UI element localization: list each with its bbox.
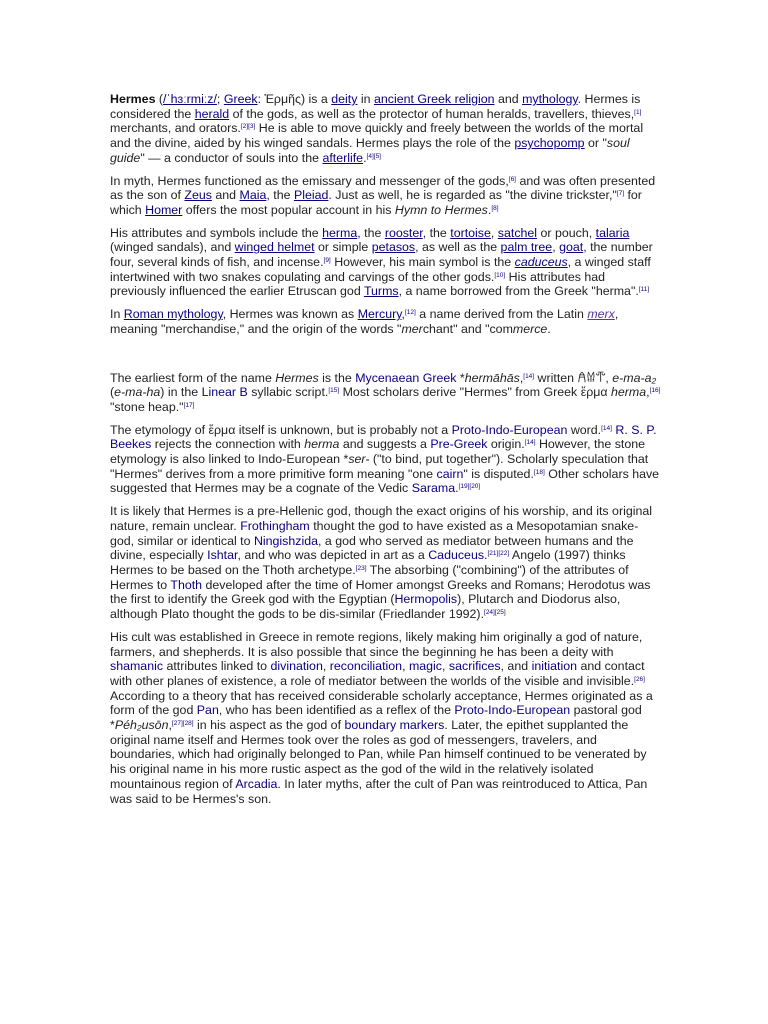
link-satchel[interactable]: satchel	[497, 225, 538, 240]
link-sarama[interactable]: Sarama	[411, 481, 456, 496]
link-caduceus[interactable]: caduceus	[514, 255, 568, 270]
link-proto-indo-european-2[interactable]: Proto-Indo-European	[454, 703, 571, 718]
link-cairn[interactable]: cairn	[436, 466, 464, 481]
citation[interactable]: [10]	[494, 271, 506, 279]
paragraph-etymology-2: The etymology of ἕρμα itself is unknown, but is probably not a Proto-Indo-European word.[14] R. S. P. Beekes rejects the connection with herma and suggests a Pre-Greek origin.[14] However, the stone etymology is also linked to Indo-European *ser- ("to bind, put together"). Scholarly speculation that "Hermes" derives from a more primitive form meaning "one cairn" is disputed.[18] Other scholars have suggested that Hermes may be a cognate of the Vedic Sarama.[19][20]	[110, 422, 660, 496]
link-goat[interactable]: goat	[559, 240, 584, 255]
citation[interactable]: [18]	[533, 468, 545, 476]
link-mycenaean-greek[interactable]: Mycenaean Greek	[355, 370, 457, 385]
link-zeus[interactable]: Zeus	[184, 188, 212, 203]
link-arcadia[interactable]: Arcadia	[235, 776, 278, 791]
link-caduceus-2[interactable]: Caduceus	[428, 548, 485, 563]
paragraph-myth: In myth, Hermes functioned as the emissary and messenger of the gods,[6] and was often presented as the son of Zeus and Maia, the Pleiad. Just as well, he is regarded as "the divine trickster,"[7] for which Homer offers the most popular account in his Hymn to Hermes.[8]	[110, 173, 656, 217]
citation[interactable]: [21][22]	[487, 550, 510, 558]
link-homer[interactable]: Homer	[145, 202, 183, 217]
link-maia[interactable]: Maia	[239, 188, 267, 203]
citation[interactable]: [14]	[523, 372, 535, 380]
citation[interactable]: [16]	[649, 387, 661, 395]
link-magic[interactable]: magic	[408, 659, 443, 674]
link-beekes[interactable]: R. S. P. Beekes	[110, 422, 657, 452]
link-linear-b[interactable]: Linear B	[201, 385, 248, 400]
paragraph-roman: In Roman mythology, Hermes was known as Mercury,[12] a name derived from the Latin merx, meaning "merchandise," and the origin of the words "merchant" and "commerce.	[110, 307, 619, 336]
citation[interactable]: [6]	[508, 175, 516, 183]
citation[interactable]: [15]	[328, 387, 340, 395]
citation[interactable]: [24][25]	[484, 609, 506, 617]
citation[interactable]: [8]	[491, 204, 499, 212]
link-ningishzida[interactable]: Ningishzida	[253, 533, 318, 548]
citation[interactable]: [1]	[634, 108, 642, 116]
link-pleiad[interactable]: Pleiad	[293, 188, 329, 203]
link-deity[interactable]: deity	[331, 92, 358, 106]
citation[interactable]: [11]	[638, 286, 650, 294]
citation[interactable]: [23]	[355, 564, 367, 572]
link-pronunciation[interactable]: /ˈhɜːrmiːz/	[163, 92, 217, 106]
link-shamanic[interactable]: shamanic	[110, 659, 164, 674]
link-roman-mythology[interactable]: Roman mythology	[123, 307, 223, 322]
link-thoth[interactable]: Thoth	[170, 577, 203, 592]
link-afterlife[interactable]: afterlife	[322, 150, 364, 165]
link-rooster[interactable]: rooster	[384, 225, 423, 240]
link-pre-greek[interactable]: Pre-Greek	[430, 437, 488, 452]
link-herald[interactable]: herald	[194, 106, 230, 121]
paragraph-intro: Hermes (/ˈhɜːrmiːz/; Greek: Ἑρμῆς) is a deity in ancient Greek religion and mythology. Hermes is considered the herald of the gods, as well as the protector of human heralds, travellers, thieves,[1] merchants, and orators.[2][3] He is able to move quickly and freely between the worlds of the mortal and the divine, aided by his winged sandals. Hermes plays the role of the psychopomp or "soul guide" — a conductor of souls into the afterlife.[4][5]	[110, 92, 644, 165]
citation[interactable]: [19][20]	[458, 483, 481, 491]
link-mythology[interactable]: mythology	[522, 92, 578, 106]
citation[interactable]: [14]	[601, 424, 612, 432]
link-ancient-greek-religion[interactable]: ancient Greek religion	[373, 92, 495, 106]
link-winged-helmet[interactable]: winged helmet	[234, 240, 315, 255]
link-psychopomp[interactable]: psychopomp	[514, 136, 585, 151]
paragraph-origins: It is likely that Hermes is a pre-Hellenic god, though the exact origins of his worship, and its original nature, remain unclear. Frothingham thought the god to have existed as a Mesopotamian snake-god, similar or identical to Ningishzida, a god who served as mediator between humans and the divine, especially Ishtar, and who was depicted in art as a Caduceus.[21][22] Angelo (1997) thinks Hermes to be based on the Thoth archetype.[23] The absorbing ("combining") of the attributes of Hermes to Thoth developed after the time of Homer amongst Greeks and Romans; Herodotus was the first to identify the Greek god with the Egyptian (Hermopolis), Plutarch and Diodorus also, although Plato thought the gods to be dis-similar (Friedlander 1992).[24][25]	[110, 504, 653, 622]
link-palm-tree[interactable]: palm tree	[500, 240, 553, 255]
citation[interactable]: [14]	[524, 439, 536, 447]
link-tortoise[interactable]: tortoise	[450, 225, 491, 240]
article-title: Hermes	[110, 92, 156, 106]
paragraph-cult: His cult was established in Greece in remote regions, likely making him originally a god of nature, farmers, and shepherds. It is also possible that since the beginning he has been a deity with shamanic attributes linked to divination, reconciliation, magic, sacrifices, and initiation and contact with other planes of existence, a role of mediator between the worlds of the visible and invisible.[26] According to a theory that has received considerable scholarly acceptance, Hermes originated as a form of the god Pan, who has been identified as a reflex of the Proto-Indo-European pastoral god *Péh₂usōn,[27][28] in his aspect as the god of boundary markers. Later, the epithet supplanted the original name itself and Hermes took over the roles as god of messengers, travelers, and boundaries, which had originally belonged to Pan, while Pan himself continued to be venerated by his original name in his more rustic aspect as the god of the wild in the relatively isolated mountainous region of Arcadia. In later myths, after the cult of Pan was reintroduced to Attica, Pan was said to be Hermes's son.	[110, 629, 653, 806]
link-divination[interactable]: divination	[270, 659, 323, 674]
link-petasos[interactable]: petasos	[371, 240, 416, 255]
link-frothingham[interactable]: Frothingham	[240, 518, 310, 533]
citation[interactable]: [12]	[404, 309, 416, 317]
link-mercury[interactable]: Mercury	[357, 307, 402, 322]
link-hermopolis[interactable]: Hermopolis	[394, 592, 458, 607]
citation[interactable]: [7]	[616, 190, 625, 198]
paragraph-etymology: The earliest form of the name Hermes is the Mycenaean Greek *hermāhās,[14] written 𐀁𐀔𐁀, e-ma-a₂ (e-ma-ha) in the Linear B syllabic script.[15] Most scholars derive "Hermes" from Greek ἕρμα herma,[16] "stone heap."[17]	[110, 370, 661, 414]
link-sacrifices[interactable]: sacrifices	[448, 659, 501, 674]
link-talaria[interactable]: talaria	[595, 225, 630, 240]
link-pan[interactable]: Pan	[196, 703, 219, 718]
citation[interactable]: [9]	[323, 257, 331, 265]
paragraph-attributes: His attributes and symbols include the herma, the rooster, the tortoise, satchel or pouch, talaria (winged sandals), and winged helmet or simple petasos, as well as the palm tree, goat, the number four, several kinds of fish, and incense.[9] However, his main symbol is the caduceus, a winged staff intertwined with two snakes copulating and carvings of the other gods.[10] His attributes had previously influenced the earlier Etruscan god Turms, a name borrowed from the Greek "herma".[11]	[110, 225, 653, 299]
citation[interactable]: [17]	[183, 401, 195, 409]
link-reconciliation[interactable]: reconciliation	[329, 659, 403, 674]
link-boundary-markers[interactable]: boundary markers	[344, 718, 445, 733]
article-body	[110, 92, 662, 814]
citation[interactable]: [2][3]	[240, 123, 256, 131]
link-greek[interactable]: Greek	[223, 92, 258, 106]
citation[interactable]: [27][28]	[171, 720, 194, 728]
link-merx[interactable]: merx	[587, 307, 615, 322]
link-herma[interactable]: herma	[322, 225, 358, 240]
citation[interactable]: [26]	[634, 675, 645, 683]
link-turms[interactable]: Turms	[363, 284, 399, 299]
link-initiation[interactable]: initiation	[531, 659, 578, 674]
link-proto-indo-european[interactable]: Proto-Indo-European	[451, 422, 568, 437]
link-ishtar[interactable]: Ishtar	[207, 548, 238, 563]
citation[interactable]: [4][5]	[366, 152, 381, 160]
